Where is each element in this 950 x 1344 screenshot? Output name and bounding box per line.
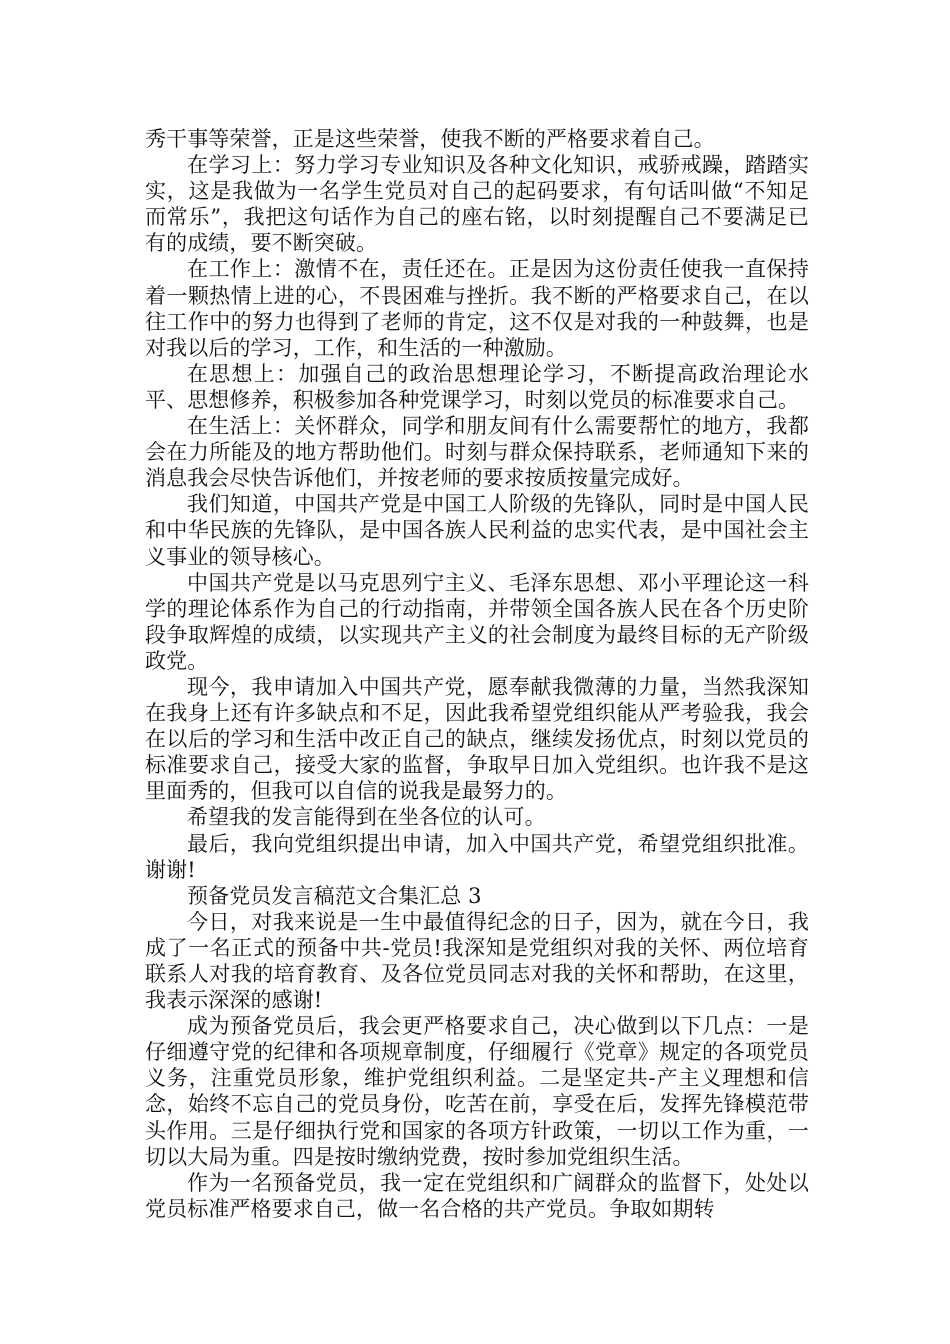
paragraph: 中国共产党是以马克思列宁主义、毛泽东思想、邓小平理论这一科学的理论体系作为自己的行动指南，并带领全国各族人民在各个历史阶段争取辉煌的成绩，以实现共产主义的社会制度为最终目标的无产阶级政党。 <box>145 570 809 673</box>
document-body <box>145 126 809 1222</box>
paragraph: 成为预备党员后，我会更严格要求自己，决心做到以下几点：一是仔细遵守党的纪律和各项规章制度，仔细履行《党章》规定的各项党员义务，注重党员形象，维护党组织利益。二是坚定共-产主义理想和信念，始终不忘自己的党员身份，吃苦在前，享受在后，发挥先锋模范带头作用。三是仔细执行党和国家的各项方针政策，一切以工作为重，一切以大局为重。四是按时缴纳党费，按时参加党组织生活。 <box>145 1014 809 1169</box>
paragraph: 在思想上：加强自己的政治思想理论学习，不断提高政治理论水平、思想修养，积极参加各种党课学习，时刻以党员的标准要求自己。 <box>145 361 809 412</box>
paragraph: 希望我的发言能得到在坐各位的认可。 <box>187 805 546 830</box>
paragraph: 秀干事等荣誉，正是这些荣誉，使我不断的严格要求着自己。 <box>145 127 715 151</box>
paragraph: 在学习上：努力学习专业知识及各种文化知识，戒骄戒躁，踏踏实实，这是我做为一名学生党员对自己的起码要求，有句话叫做“不知足而常乐”，我把这句话作为自己的座右铭，以时刻提醒自己不要满足已有的成绩，要不断突破。 <box>145 153 809 256</box>
paragraph: 今日，对我来说是一生中最值得纪念的日子，因为，就在今日，我成了一名正式的预备中共-党员!我深知是党组织对我的关怀、两位培育联系人对我的培育教育、及各位党员同志对我的关怀和帮助，在这里，我表示深深的感谢! <box>145 909 809 1013</box>
paragraph: 作为一名预备党员，我一定在党组织和广阔群众的监督下，处处以党员标准严格要求自己，做一名合格的共产党员。争取如期转 <box>145 1170 809 1221</box>
paragraph: 在工作上：激情不在，责任还在。正是因为这份责任使我一直保持着一颗热情上进的心，不畏困难与挫折。我不断的严格要求自己，在以往工作中的努力也得到了老师的肯定，这不仅是对我的一种鼓舞，也是对我以后的学习，工作，和生活的一种激励。 <box>145 257 809 360</box>
paragraph: 我们知道，中国共产党是中国工人阶级的先锋队，同时是中国人民和中华民族的先锋队，是中国各族人民利益的忠实代表，是中国社会主义事业的领导核心。 <box>145 492 809 569</box>
paragraph: 最后，我向党组织提出申请，加入中国共产党，希望党组织批准。谢谢! <box>145 831 809 882</box>
section-heading: 预备党员发言稿范文合集汇总 3 <box>187 883 482 908</box>
paragraph: 在生活上：关怀群众，同学和朋友间有什么需要帮忙的地方，我都会在力所能及的地方帮助他们。时刻与群众保持联系，老师通知下来的消息我会尽快告诉他们，并按老师的要求按质按量完成好。 <box>145 414 809 491</box>
paragraph: 现今，我申请加入中国共产党，愿奉献我微薄的力量，当然我深知在我身上还有许多缺点和不足，因此我希望党组织能从严考验我，我会在以后的学习和生活中改正自己的缺点，继续发扬优点，时刻以党员的标准要求自己，接受大家的监督，争取早日加入党组织。也许我不是这里面秀的，但我可以自信的说我是最努力的。 <box>145 674 809 804</box>
